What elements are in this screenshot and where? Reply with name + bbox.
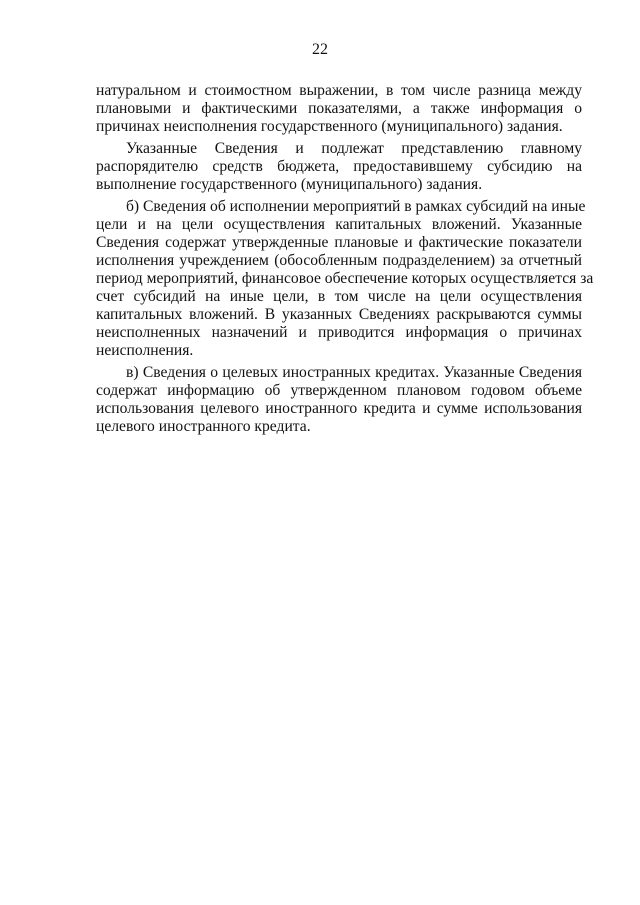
paragraph-2-line-2: распорядителю средств бюджета, предоставившему субсидию на bbox=[96, 158, 582, 175]
paragraph-2-line-1: Указанные Сведения и подлежат представлению главному bbox=[126, 140, 582, 157]
paragraph-4-line-3: использования целевого иностранного кредита и сумме использования bbox=[96, 400, 582, 417]
paragraph-3-line-9: неисполнения. bbox=[96, 342, 194, 359]
paragraph-3-line-2: цели и на цели осуществления капитальных вложений. Указанные bbox=[96, 216, 582, 233]
paragraph-3-line-6: счет субсидий на иные цели, в том числе на цели осуществления bbox=[96, 288, 582, 305]
paragraph-1-line-1: натуральном и стоимостном выражении, в том числе разница между bbox=[96, 82, 582, 99]
page-number: 22 bbox=[312, 41, 328, 58]
paragraph-4-line-2: содержат информацию об утвержденном плановом годовом объеме bbox=[96, 382, 582, 399]
paragraph-2-line-3: выполнение государственного (муниципального) задания. bbox=[96, 176, 483, 193]
paragraph-3-line-7: капитальных вложений. В указанных Сведениях раскрываются суммы bbox=[96, 306, 582, 323]
paragraph-3-line-3: Сведения содержат утвержденные плановые и фактические показатели bbox=[96, 234, 582, 251]
paragraph-3-line-8: неисполненных назначений и приводится информация о причинах bbox=[96, 324, 582, 341]
paragraph-4-line-1: в) Сведения о целевых иностранных кредитах. Указанные Сведения bbox=[126, 364, 582, 381]
paragraph-1-line-3: причинах неисполнения государственного (муниципального) задания. bbox=[96, 118, 563, 135]
paragraph-4-line-4: целевого иностранного кредита. bbox=[96, 418, 311, 435]
paragraph-3-line-1: б) Сведения об исполнении мероприятий в рамках субсидий на иные bbox=[126, 198, 586, 215]
paragraph-3-line-4: исполнения учреждением (обособленным подразделением) за отчетный bbox=[96, 252, 582, 269]
paragraph-1-line-2: плановыми и фактическими показателями, а также информация о bbox=[96, 100, 582, 117]
paragraph-3-line-5: период мероприятий, финансовое обеспечение которых осуществляется за bbox=[96, 270, 594, 287]
